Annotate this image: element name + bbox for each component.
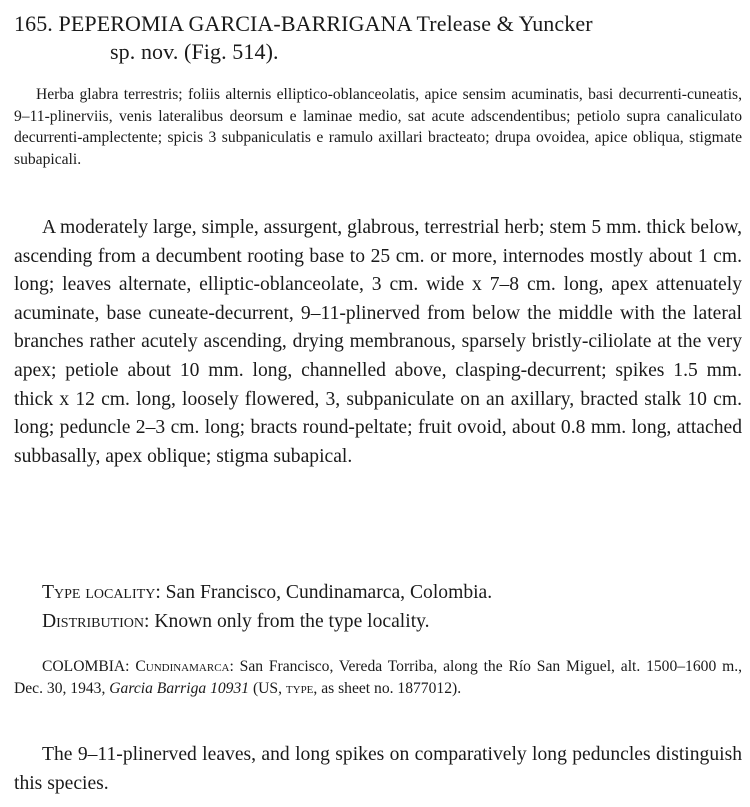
diagnostic-note: The 9–11-plinerved leaves, and long spikes on comparatively long peduncles distinguish this species. (14, 744, 742, 794)
specimen-department: Cundinamarca: (135, 658, 234, 675)
species-name: PEPEROMIA GARCIA-BARRIGANA (58, 11, 412, 36)
species-number: 165. (14, 11, 53, 36)
species-heading (14, 10, 742, 66)
type-locality-line: Type locality: San Francisco, Cundinamarca, Colombia. (42, 582, 493, 603)
species-description: A moderately large, simple, assurgent, glabrous, terrestrial herb; stem 5 mm. thick below, ascending from a decumbent rooting base to 25 cm. or more, internodes mostly about 1 cm. long; leaves alternate, elliptic-oblanceolate, 3 cm. wide x 7–8 cm. long, apex attenuately acuminate, base cuneate-decurrent, 9–11-plinerved from below the middle with the lateral branches rather acutely ascending, drying membranous, sparsely bristly-ciliolate at the very apex; petiole about 10 mm. long, channelled above, clasping-decurrent; spikes 1.5 mm. thick x 12 cm. long, loosely flowered, 3, subpaniculate on an axillary, bracted stalk 10 cm. long; peduncle 2–3 cm. long; bracts round-peltate; fruit ovoid, about 0.8 mm. long, attached subbasally, apex oblique; stigma subapical. (14, 217, 742, 467)
species-status: sp. nov. (Fig. 514). (110, 39, 279, 64)
type-locality-value: San Francisco, Cundinamarca, Colombia. (165, 582, 493, 603)
distribution-value: Known only from the type locality. (154, 611, 430, 632)
specimen-herbarium: (US, (252, 680, 282, 697)
distribution-line: Distribution: Known only from the type locality. (42, 611, 430, 632)
specimen-country: COLOMBIA: (42, 658, 130, 675)
species-authors: Trelease & Yuncker (416, 11, 593, 36)
specimen-collector: Garcia Barriga 10931 (109, 680, 250, 697)
distribution-label: Distribution (42, 611, 145, 632)
type-locality-label: Type locality (42, 582, 156, 603)
specimen-citation (14, 656, 742, 700)
specimen-locality: San Francisco, Vereda Torriba, along the Río San Miguel, alt. 1500–1600 m., Dec. 30, 1943, (14, 658, 742, 697)
specimen-type-word: type (285, 680, 314, 697)
specimen-sheet: , as sheet no. 1877012). (313, 680, 462, 697)
locality-block (42, 578, 742, 636)
latin-diagnosis: Herba glabra terrestris; foliis alternis elliptico-oblanceolatis, apice sensim acuminatis, basi decurrenti-cuneatis, 9–11-plinerviis, venis lateralibus deorsum e laminae medio, sat acute adscendentibus; petiolo supra canaliculato decurrenti-amplectente; spicis 3 subpaniculatis e ramulo axillari bracteato; drupa ovoidea, apice obliqua, stigmate subapicali. (14, 86, 742, 168)
